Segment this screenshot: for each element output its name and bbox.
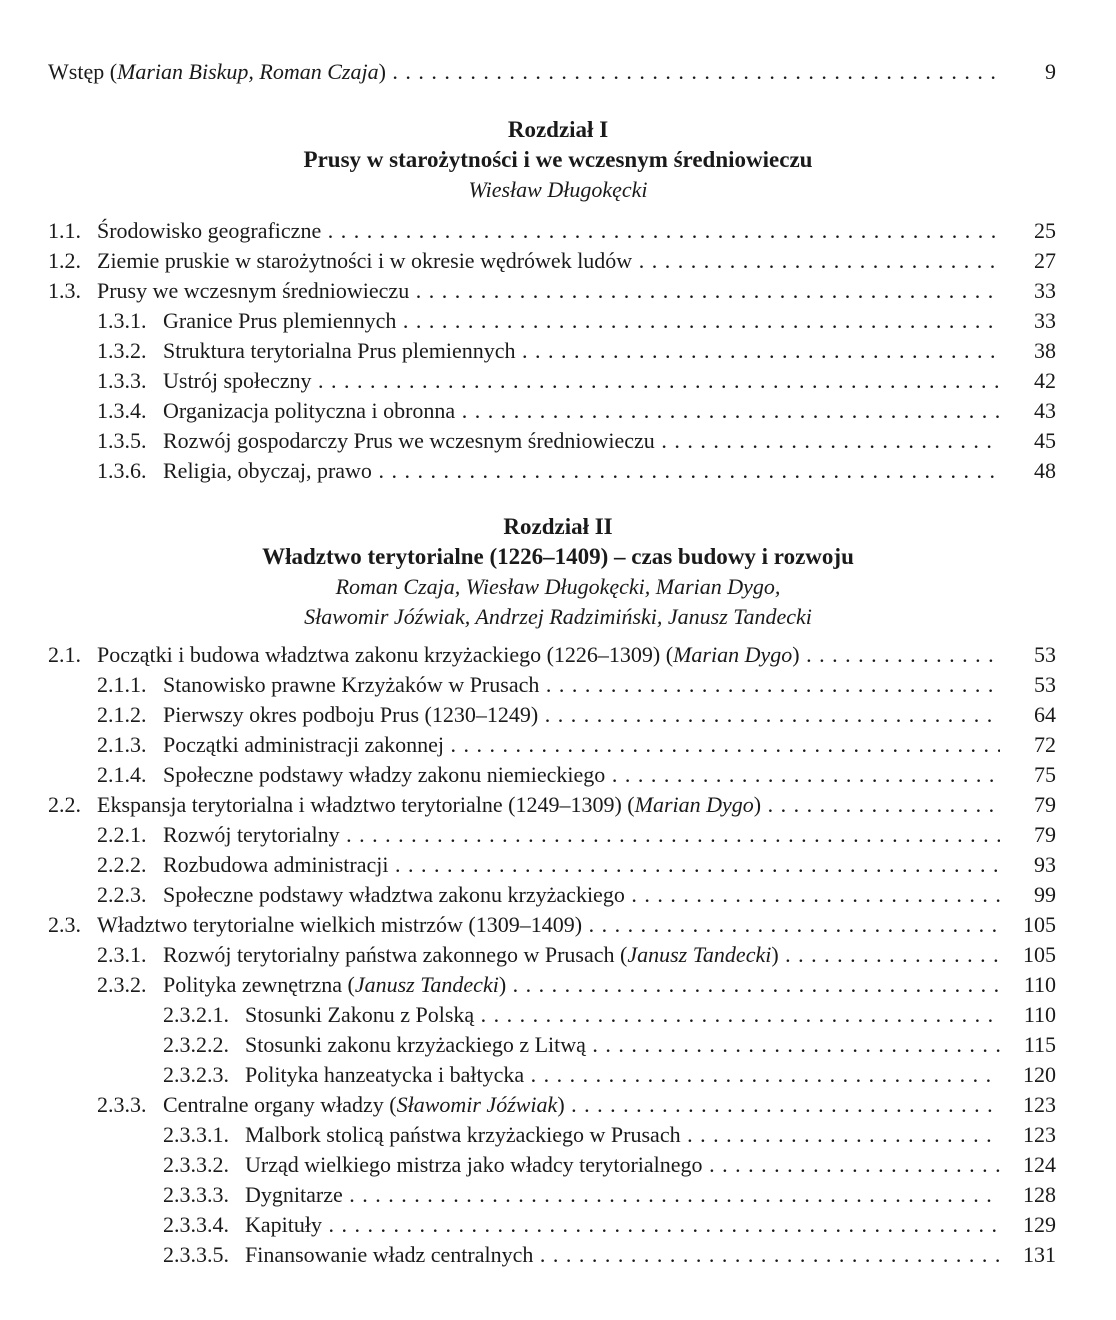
toc-entry: [0, 366, 1116, 396]
chapter-heading: [0, 115, 1116, 205]
entry-number: 1.1.: [48, 218, 81, 243]
entry-number: 2.3.2.2.: [163, 1032, 229, 1057]
entry-title: Rozwój gospodarczy Prus we wczesnym średniowieczu . . .: [163, 426, 1000, 456]
page-number: 79: [1034, 792, 1056, 817]
page-number: 105: [1023, 942, 1056, 967]
entry-title: Rozwój terytorialny państwa zakonnego w Prusach (Janusz Tandecki) . . .: [163, 940, 1000, 970]
page-number: 38: [1034, 338, 1056, 363]
entry-number: 2.3.: [48, 912, 81, 937]
toc-entry: [0, 426, 1116, 456]
entry-title: Organizacja polityczna i obronna . . .: [163, 396, 1000, 426]
toc-entry: [0, 1090, 1116, 1120]
entry-title: Stanowisko prawne Krzyżaków w Prusach . . .: [163, 670, 1000, 700]
entry-title: Wstęp (Marian Biskup, Roman Czaja) . . .: [48, 57, 1000, 87]
entry-title: Polityka hanzeatycka i bałtycka . . .: [245, 1060, 1000, 1090]
toc-entry: [0, 1150, 1116, 1180]
toc-entry: [0, 1120, 1116, 1150]
toc-entry: [0, 246, 1116, 276]
entry-title: Prusy we wczesnym średniowieczu . . .: [97, 276, 1000, 306]
entry-title: Finansowanie władz centralnych . . .: [245, 1240, 1000, 1270]
entry-title: Rozbudowa administracji . . .: [163, 850, 1000, 880]
chapter-label: Rozdział I: [507, 117, 609, 142]
page-number: 75: [1034, 762, 1056, 787]
entry-title: Społeczne podstawy władztwa zakonu krzyżackiego . . .: [163, 880, 1000, 910]
entry-number: 1.3.5.: [97, 428, 147, 453]
entry-title: Polityka zewnętrzna (Janusz Tandecki) . . .: [163, 970, 1000, 1000]
page-number: 120: [1023, 1062, 1056, 1087]
toc-entry: [0, 640, 1116, 670]
page-number: 64: [1034, 702, 1056, 727]
chapter-title: Prusy w starożytności i we wczesnym średniowieczu: [303, 147, 813, 172]
entry-number: 1.3.6.: [97, 458, 147, 483]
entry-title: Ziemie pruskie w starożytności i w okresie wędrówek ludów . . .: [97, 246, 1000, 276]
entry-title: Społeczne podstawy władzy zakonu niemieckiego . . .: [163, 760, 1000, 790]
page-number: 25: [1034, 218, 1056, 243]
entry-number: 2.1.1.: [97, 672, 147, 697]
entry-number: 2.3.2.1.: [163, 1002, 229, 1027]
entry-number: 1.3.3.: [97, 368, 147, 393]
page-number: 42: [1034, 368, 1056, 393]
page-number: 105: [1023, 912, 1056, 937]
entry-number: 2.2.3.: [97, 882, 147, 907]
chapter-author: Roman Czaja, Wiesław Długokęcki, Marian Dygo,: [335, 574, 781, 599]
toc-entry: [0, 790, 1116, 820]
toc-entry: [0, 276, 1116, 306]
entry-number: 2.1.4.: [97, 762, 147, 787]
entry-title: Pierwszy okres podboju Prus (1230–1249) . . .: [163, 700, 1000, 730]
toc-entry: [0, 336, 1116, 366]
page-number: 110: [1023, 1002, 1056, 1027]
toc-entry-intro: [0, 57, 1116, 87]
chapter-label: Rozdział II: [503, 514, 613, 539]
toc-entry: [0, 760, 1116, 790]
entry-number: 2.2.: [48, 792, 81, 817]
toc-entry: [0, 850, 1116, 880]
entry-number: 2.2.2.: [97, 852, 147, 877]
page-number: 110: [1023, 972, 1056, 997]
entry-number: 2.3.3.2.: [163, 1152, 229, 1177]
toc-entry: [0, 1060, 1116, 1090]
chapter-author: Sławomir Jóźwiak, Andrzej Radzimiński, Janusz Tandecki: [304, 604, 812, 629]
entry-title: Kapituły . . .: [245, 1210, 1000, 1240]
toc-entry: [0, 970, 1116, 1000]
page-number: 53: [1034, 672, 1056, 697]
page-number: 45: [1034, 428, 1056, 453]
entry-title: Ustrój społeczny . . .: [163, 366, 1000, 396]
entry-title: Ekspansja terytorialna i władztwo terytorialne (1249–1309) (Marian Dygo) . . .: [97, 790, 1000, 820]
toc-entry: [0, 1240, 1116, 1270]
toc-entry: [0, 306, 1116, 336]
page-number: 33: [1034, 278, 1056, 303]
entry-title: Granice Prus plemiennych . . .: [163, 306, 1000, 336]
toc-entry: [0, 880, 1116, 910]
entry-title: Środowisko geograficzne . . .: [97, 216, 1000, 246]
entry-number: 2.1.: [48, 642, 81, 667]
entry-title: Religia, obyczaj, prawo . . .: [163, 456, 1000, 486]
entry-number: 2.1.3.: [97, 732, 147, 757]
entry-title: Malbork stolicą państwa krzyżackiego w Prusach . . .: [245, 1120, 1000, 1150]
page-number: 115: [1023, 1032, 1056, 1057]
page-number: 43: [1034, 398, 1056, 423]
entry-number: 1.3.4.: [97, 398, 147, 423]
page-number: 129: [1023, 1212, 1056, 1237]
page-number: 128: [1023, 1182, 1056, 1207]
toc-entry: [0, 910, 1116, 940]
toc-entry: [0, 1210, 1116, 1240]
entry-title: Stosunki Zakonu z Polską . . .: [245, 1000, 1000, 1030]
page-number: 33: [1034, 308, 1056, 333]
entry-number: 2.3.2.: [97, 972, 147, 997]
entry-number: 2.3.1.: [97, 942, 147, 967]
entry-title: Władztwo terytorialne wielkich mistrzów (1309–1409) . . .: [97, 910, 1000, 940]
page-number: 123: [1023, 1092, 1056, 1117]
entry-title: Początki administracji zakonnej . . .: [163, 730, 1000, 760]
entry-title: Urząd wielkiego mistrza jako władcy terytorialnego . . .: [245, 1150, 1000, 1180]
toc-entry: [0, 1180, 1116, 1210]
entry-number: 1.3.1.: [97, 308, 147, 333]
page-number: 48: [1034, 458, 1056, 483]
page-number: 27: [1034, 248, 1056, 273]
toc-entry: [0, 396, 1116, 426]
page-number: 53: [1034, 642, 1056, 667]
entry-title: Rozwój terytorialny . . .: [163, 820, 1000, 850]
entry-title: Dygnitarze . . .: [245, 1180, 1000, 1210]
toc-entry: [0, 670, 1116, 700]
toc-entry: [0, 216, 1116, 246]
toc-entry: [0, 820, 1116, 850]
entry-title: Centralne organy władzy (Sławomir Jóźwiak) . . .: [163, 1090, 1000, 1120]
entry-number: 2.3.2.3.: [163, 1062, 229, 1087]
toc-entry: [0, 1000, 1116, 1030]
page-number: 79: [1034, 822, 1056, 847]
page-number: 124: [1023, 1152, 1056, 1177]
entry-number: 2.3.3.4.: [163, 1212, 229, 1237]
chapter-author: Wiesław Długokęcki: [468, 177, 648, 202]
chapter-title: Władztwo terytorialne (1226–1409) – czas budowy i rozwoju: [262, 544, 854, 569]
chapter-heading: [0, 512, 1116, 632]
page-number: 131: [1023, 1242, 1056, 1267]
entry-number: 1.3.2.: [97, 338, 147, 363]
toc-entry: [0, 1030, 1116, 1060]
page-number: 72: [1034, 732, 1056, 757]
page-number: 93: [1034, 852, 1056, 877]
entry-number: 2.3.3.5.: [163, 1242, 229, 1267]
toc-entry: [0, 456, 1116, 486]
page-number: 99: [1034, 882, 1056, 907]
entry-number: 2.1.2.: [97, 702, 147, 727]
toc-entry: [0, 730, 1116, 760]
entry-title: Struktura terytorialna Prus plemiennych . . .: [163, 336, 1000, 366]
entry-number: 2.2.1.: [97, 822, 147, 847]
entry-number: 1.3.: [48, 278, 81, 303]
entry-number: 2.3.3.3.: [163, 1182, 229, 1207]
entry-number: 2.3.3.1.: [163, 1122, 229, 1147]
page-number: 123: [1023, 1122, 1056, 1147]
page-number: 9: [1045, 59, 1056, 84]
entry-number: 2.3.3.: [97, 1092, 147, 1117]
entry-title: Stosunki zakonu krzyżackiego z Litwą . . .: [245, 1030, 1000, 1060]
toc-entry: [0, 700, 1116, 730]
entry-title: Początki i budowa władztwa zakonu krzyżackiego (1226–1309) (Marian Dygo) . . .: [97, 640, 1000, 670]
entry-number: 1.2.: [48, 248, 81, 273]
toc-entry: [0, 940, 1116, 970]
